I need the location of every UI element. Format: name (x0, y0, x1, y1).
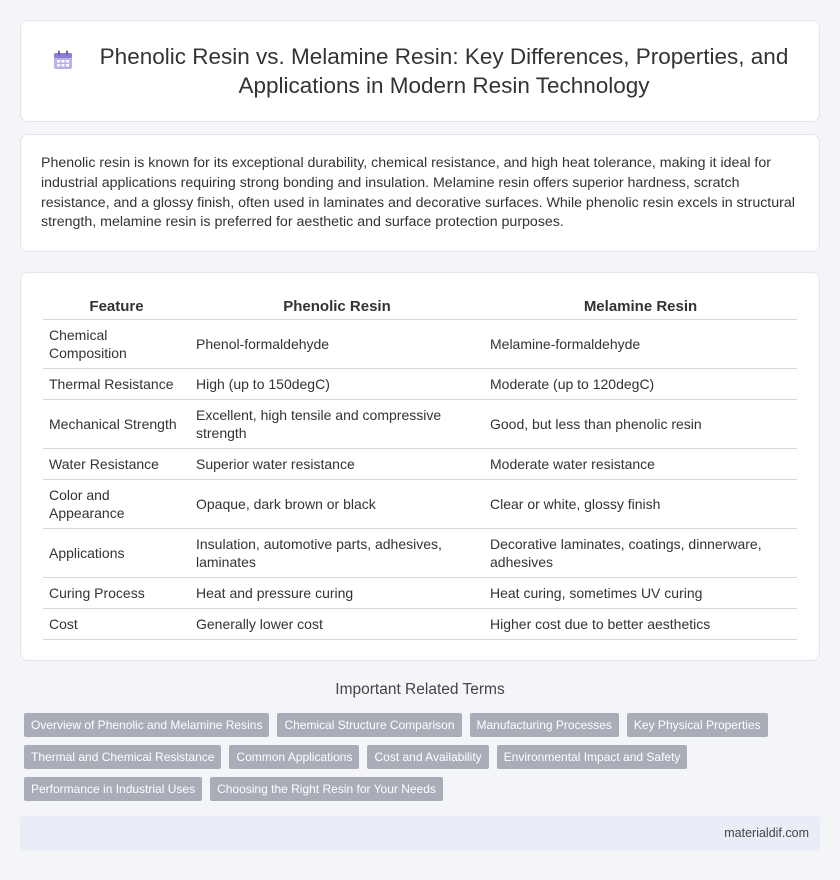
table-row (43, 577, 797, 608)
table-row (43, 528, 797, 577)
header-melamine: Melamine Resin (484, 295, 797, 319)
feature-cell: Color and Appearance (43, 479, 190, 528)
comparison-card (20, 272, 820, 661)
melamine-cell: Decorative laminates, coatings, dinnerware, adhesives (484, 528, 797, 577)
related-term-tag[interactable]: Overview of Phenolic and Melamine Resins (24, 713, 269, 737)
melamine-cell: Clear or white, glossy finish (484, 479, 797, 528)
related-term-tag[interactable]: Common Applications (229, 745, 359, 769)
feature-cell: Water Resistance (43, 448, 190, 479)
title-wrap (51, 42, 789, 100)
table-row (43, 608, 797, 639)
phenolic-cell: Generally lower cost (190, 608, 484, 639)
melamine-cell: Melamine-formaldehyde (484, 319, 797, 368)
related-terms-heading: Important Related Terms (335, 681, 505, 698)
comparison-table (43, 295, 797, 640)
intro-card (20, 134, 820, 252)
phenolic-cell: Insulation, automotive parts, adhesives, laminates (190, 528, 484, 577)
melamine-cell: Heat curing, sometimes UV curing (484, 577, 797, 608)
table-row (43, 368, 797, 399)
table-header-row (43, 295, 797, 319)
calendar-icon (51, 48, 75, 72)
footer (20, 816, 820, 850)
title-card (20, 20, 820, 122)
footer-site-link[interactable]: materialdif.com (724, 826, 809, 840)
table-row (43, 448, 797, 479)
feature-cell: Cost (43, 608, 190, 639)
related-term-tag[interactable]: Cost and Availability (367, 745, 488, 769)
melamine-cell: Moderate (up to 120degC) (484, 368, 797, 399)
melamine-cell: Higher cost due to better aesthetics (484, 608, 797, 639)
related-term-tag[interactable]: Key Physical Properties (627, 713, 768, 737)
related-term-tag[interactable]: Performance in Industrial Uses (24, 777, 202, 801)
page-title: Phenolic Resin vs. Melamine Resin: Key Differences, Properties, and Applications in Modern Resin Technology (99, 44, 789, 98)
related-terms-list (24, 713, 824, 809)
table-row (43, 319, 797, 368)
melamine-cell: Moderate water resistance (484, 448, 797, 479)
related-term-tag[interactable]: Environmental Impact and Safety (497, 745, 688, 769)
phenolic-cell: High (up to 150degC) (190, 368, 484, 399)
related-term-tag[interactable]: Chemical Structure Comparison (277, 713, 461, 737)
phenolic-cell: Phenol-formaldehyde (190, 319, 484, 368)
related-term-tag[interactable]: Manufacturing Processes (470, 713, 619, 737)
phenolic-cell: Excellent, high tensile and compressive strength (190, 399, 484, 448)
related-term-tag[interactable]: Thermal and Chemical Resistance (24, 745, 221, 769)
phenolic-cell: Opaque, dark brown or black (190, 479, 484, 528)
header-feature: Feature (43, 295, 190, 319)
feature-cell: Chemical Composition (43, 319, 190, 368)
melamine-cell: Good, but less than phenolic resin (484, 399, 797, 448)
feature-cell: Applications (43, 528, 190, 577)
phenolic-cell: Heat and pressure curing (190, 577, 484, 608)
table-row (43, 399, 797, 448)
header-phenolic: Phenolic Resin (190, 295, 484, 319)
related-term-tag[interactable]: Choosing the Right Resin for Your Needs (210, 777, 443, 801)
feature-cell: Curing Process (43, 577, 190, 608)
feature-cell: Thermal Resistance (43, 368, 190, 399)
phenolic-cell: Superior water resistance (190, 448, 484, 479)
table-row (43, 479, 797, 528)
feature-cell: Mechanical Strength (43, 399, 190, 448)
intro-paragraph: Phenolic resin is known for its exceptional durability, chemical resistance, and high heat tolerance, making it ideal for industrial applications requiring strong bonding and insulation. Melamine resin offers superior hardness, scratch resistance, and a glossy finish, often used in laminates and decorative surfaces. While phenolic resin excels in structural strength, melamine resin is preferred for aesthetic and surface protection purposes. (41, 155, 795, 231)
